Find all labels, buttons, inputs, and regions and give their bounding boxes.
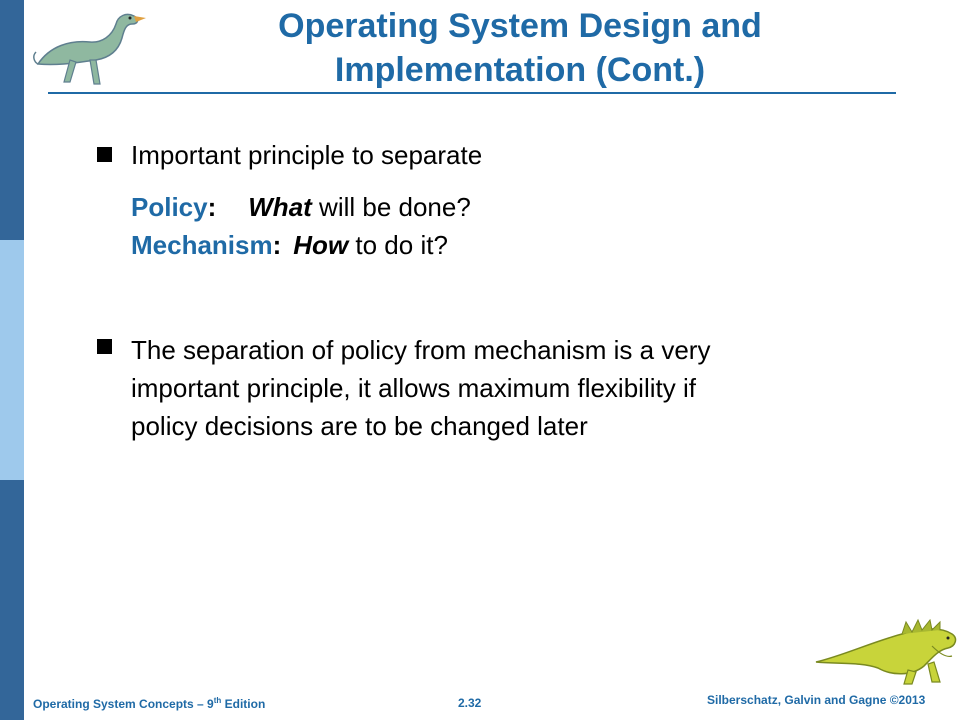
title-underline <box>48 92 896 94</box>
mechanism-line <box>131 226 448 264</box>
footer-edition-superscript: th <box>213 696 222 705</box>
footer-copyright: Silberschatz, Galvin and Gagne ©2013 <box>707 693 926 707</box>
policy-rest: will be done? <box>311 192 471 222</box>
policy-line <box>131 188 471 226</box>
footer-edition-suffix: Edition <box>221 697 266 711</box>
bullet-2-line-1: The separation of policy from mechanism is a very <box>131 335 711 365</box>
bullet-1-text: Important principle to separate <box>131 140 483 170</box>
title-line-2: Implementation (Cont.) <box>334 51 706 89</box>
bullet-square-icon <box>97 147 112 162</box>
bullet-square-icon <box>97 339 112 354</box>
policy-emphasis: What <box>248 192 312 222</box>
policy-label: Policy <box>131 192 208 222</box>
mechanism-rest: to do it? <box>348 230 448 260</box>
dinosaur-logo-top <box>30 6 152 88</box>
slide-title <box>200 4 840 92</box>
dinosaur-logo-bottom <box>812 612 960 686</box>
sidebar-light-segment <box>0 240 24 480</box>
footer-page-number: 2.32 <box>458 696 482 710</box>
policy-colon: : <box>207 192 217 222</box>
mechanism-emphasis: How <box>293 230 349 260</box>
footer-book-title-text: Operating System Concepts – 9 <box>33 697 214 711</box>
left-sidebar-band <box>0 0 24 720</box>
bullet-2-line-3: policy decisions are to be changed later <box>131 411 588 441</box>
footer-book-title <box>33 696 265 711</box>
mechanism-label: Mechanism <box>131 230 273 260</box>
title-line-1: Operating System Design and <box>278 7 762 45</box>
mechanism-colon: : <box>272 230 282 260</box>
bullet-2-line-2: important principle, it allows maximum flexibility if <box>131 373 696 403</box>
